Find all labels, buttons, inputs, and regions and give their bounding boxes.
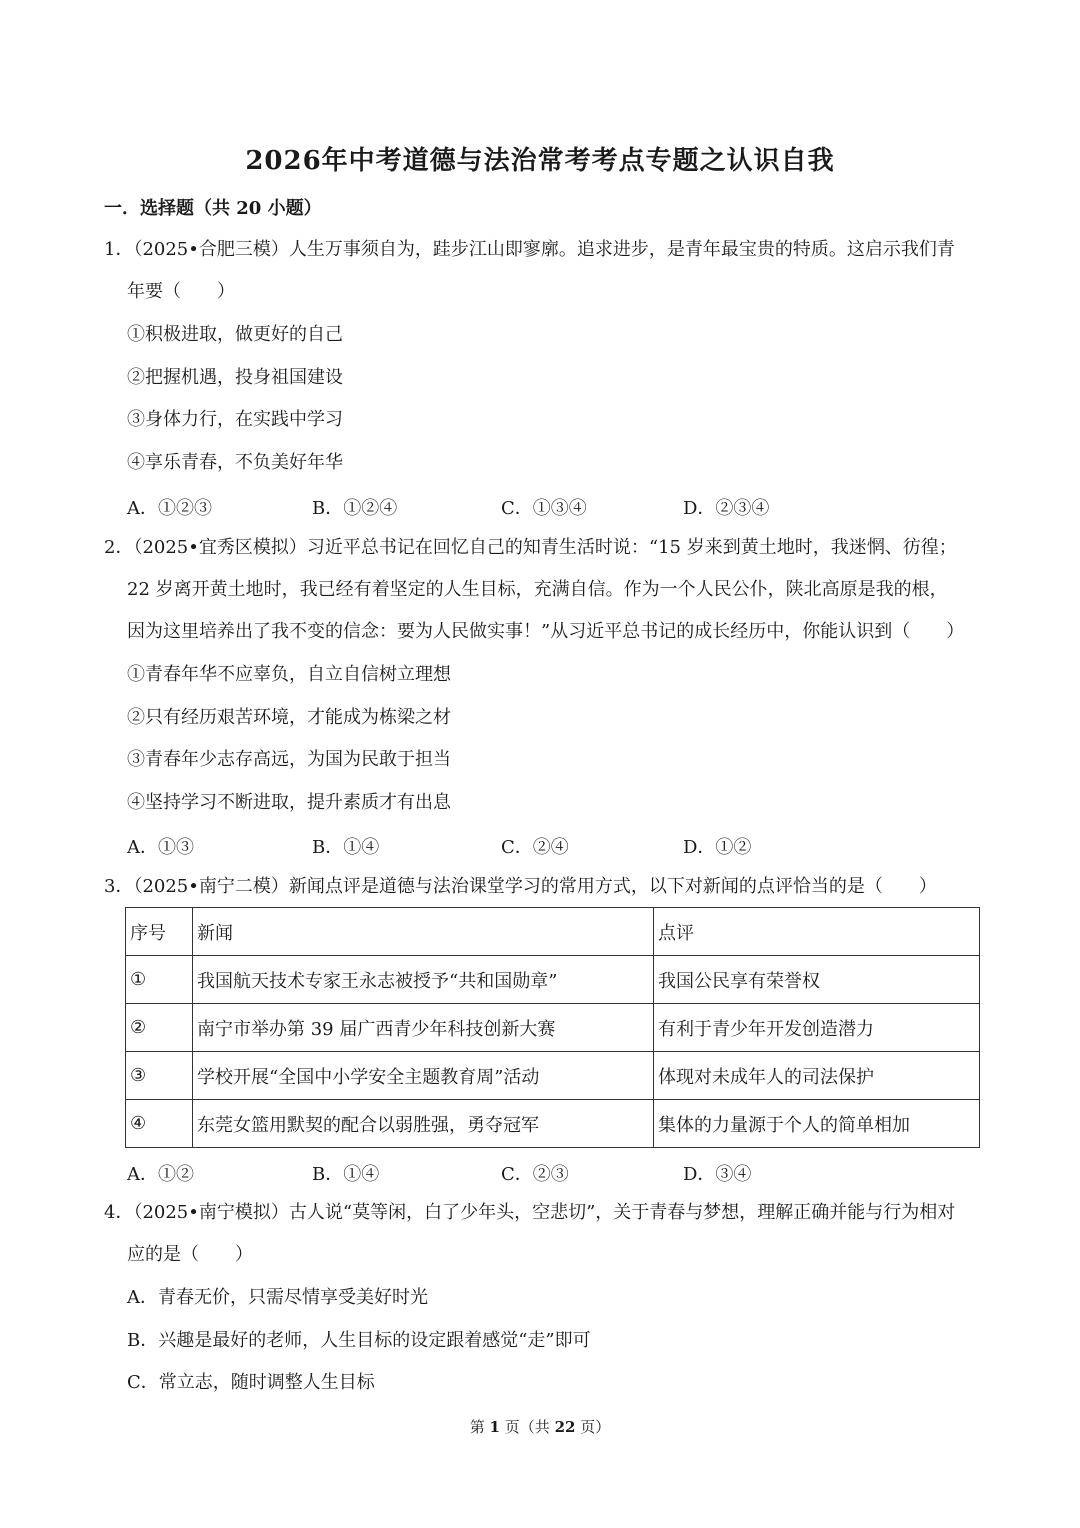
table-cell: ①	[126, 956, 193, 1004]
table-row	[126, 1052, 980, 1100]
q4-option-b: B．兴趣是最好的老师，人生目标的设定跟着感觉“走”即可	[127, 1330, 591, 1351]
table-cell: 南宁市举办第 39 届广西青少年科技创新大赛	[193, 1004, 654, 1052]
q3-stem-line1: 3．（2025•南宁二模）新闻点评是道德与法治课堂学习的常用方式，以下对新闻的点评恰当的是（ ）	[104, 876, 937, 897]
table-cell: 学校开展“全国中小学安全主题教育周”活动	[193, 1052, 654, 1100]
q4-option-a: A．青春无价，只需尽情享受美好时光	[127, 1287, 428, 1308]
q1-item: ②把握机遇，投身祖国建设	[127, 367, 343, 388]
table-cell: 有利于青少年开发创造潜力	[654, 1004, 980, 1052]
q2-stem-line1: 2．（2025•宜秀区模拟）习近平总书记在回忆自己的知青生活时说：“15 岁来到黄土地时，我迷惘、彷徨；	[104, 537, 957, 558]
q2-item: ②只有经历艰苦环境，才能成为栋梁之材	[127, 707, 451, 728]
option-c: C．②③	[501, 1164, 569, 1185]
q1-stem-line1: 1．（2025•合肥三模）人生万事须自为，跬步江山即寥廓。追求进步，是青年最宝贵的特质。这启示我们青	[104, 239, 955, 260]
table-cell: 我国航天技术专家王永志被授予“共和国勋章”	[193, 956, 654, 1004]
table-row	[126, 956, 980, 1004]
q4-stem-line1: 4．（2025•南宁模拟）古人说“莫等闲，白了少年头，空悲切”，关于青春与梦想，理解正确并能与行为相对	[104, 1202, 956, 1223]
q1-item: ①积极进取，做更好的自己	[127, 324, 343, 345]
q1-stem-line2: 年要（ ）	[127, 281, 235, 302]
option-a: A．①②③	[127, 498, 212, 519]
option-d: D．③④	[683, 1164, 752, 1185]
option-b: B．①②④	[312, 498, 398, 519]
q2-item: ③青春年少志存高远，为国为民敢于担当	[127, 749, 451, 770]
option-b: B．①④	[312, 1164, 380, 1185]
table-header: 序号	[126, 908, 193, 956]
q2-stem-line3: 因为这里培养出了我不变的信念：要为人民做实事！”从习近平总书记的成长经历中，你能认识到（ ）	[127, 621, 965, 642]
table-cell: ④	[126, 1100, 193, 1148]
page-title: 2026年中考道德与法治常考考点专题之认识自我	[245, 146, 835, 176]
table-cell: 体现对未成年人的司法保护	[654, 1052, 980, 1100]
table-cell: 我国公民享有荣誉权	[654, 956, 980, 1004]
table-row	[126, 1004, 980, 1052]
q4-stem-line2: 应的是（ ）	[127, 1244, 253, 1265]
q2-stem-line2: 22 岁离开黄土地时，我已经有着坚定的人生目标，充满自信。作为一个人民公仆，陕北高原是我的根，	[127, 579, 948, 600]
table-row	[126, 1100, 980, 1148]
q4-option-c: C．常立志，随时调整人生目标	[127, 1372, 375, 1393]
section-heading: 一．选择题（共 20 小题）	[104, 198, 322, 219]
option-d: D．②③④	[683, 498, 770, 519]
table-header: 新闻	[193, 908, 654, 956]
footer-middle: 页（共	[504, 1418, 550, 1436]
q2-item: ④坚持学习不断进取，提升素质才有出息	[127, 792, 451, 813]
table-cell: ②	[126, 1004, 193, 1052]
q1-item: ③身体力行，在实践中学习	[127, 409, 343, 430]
table-header-row	[126, 908, 980, 956]
option-c: C．②④	[501, 837, 569, 858]
option-d: D．①②	[683, 837, 752, 858]
table-cell: 东莞女篮用默契的配合以弱胜强，勇夺冠军	[193, 1100, 654, 1148]
page-number: 1	[489, 1418, 500, 1436]
news-table	[125, 907, 980, 1148]
option-b: B．①④	[312, 837, 380, 858]
option-a: A．①③	[127, 837, 194, 858]
footer-suffix: 页）	[580, 1418, 611, 1436]
q1-item: ④享乐青春，不负美好年华	[127, 452, 343, 473]
table-header: 点评	[654, 908, 980, 956]
footer-prefix: 第	[469, 1418, 485, 1436]
option-c: C．①③④	[501, 498, 587, 519]
q2-item: ①青春年华不应辜负，自立自信树立理想	[127, 664, 451, 685]
table-cell: ③	[126, 1052, 193, 1100]
page-total: 22	[554, 1418, 576, 1436]
option-a: A．①②	[127, 1164, 194, 1185]
page-footer	[0, 1416, 1080, 1437]
table-cell: 集体的力量源于个人的简单相加	[654, 1100, 980, 1148]
